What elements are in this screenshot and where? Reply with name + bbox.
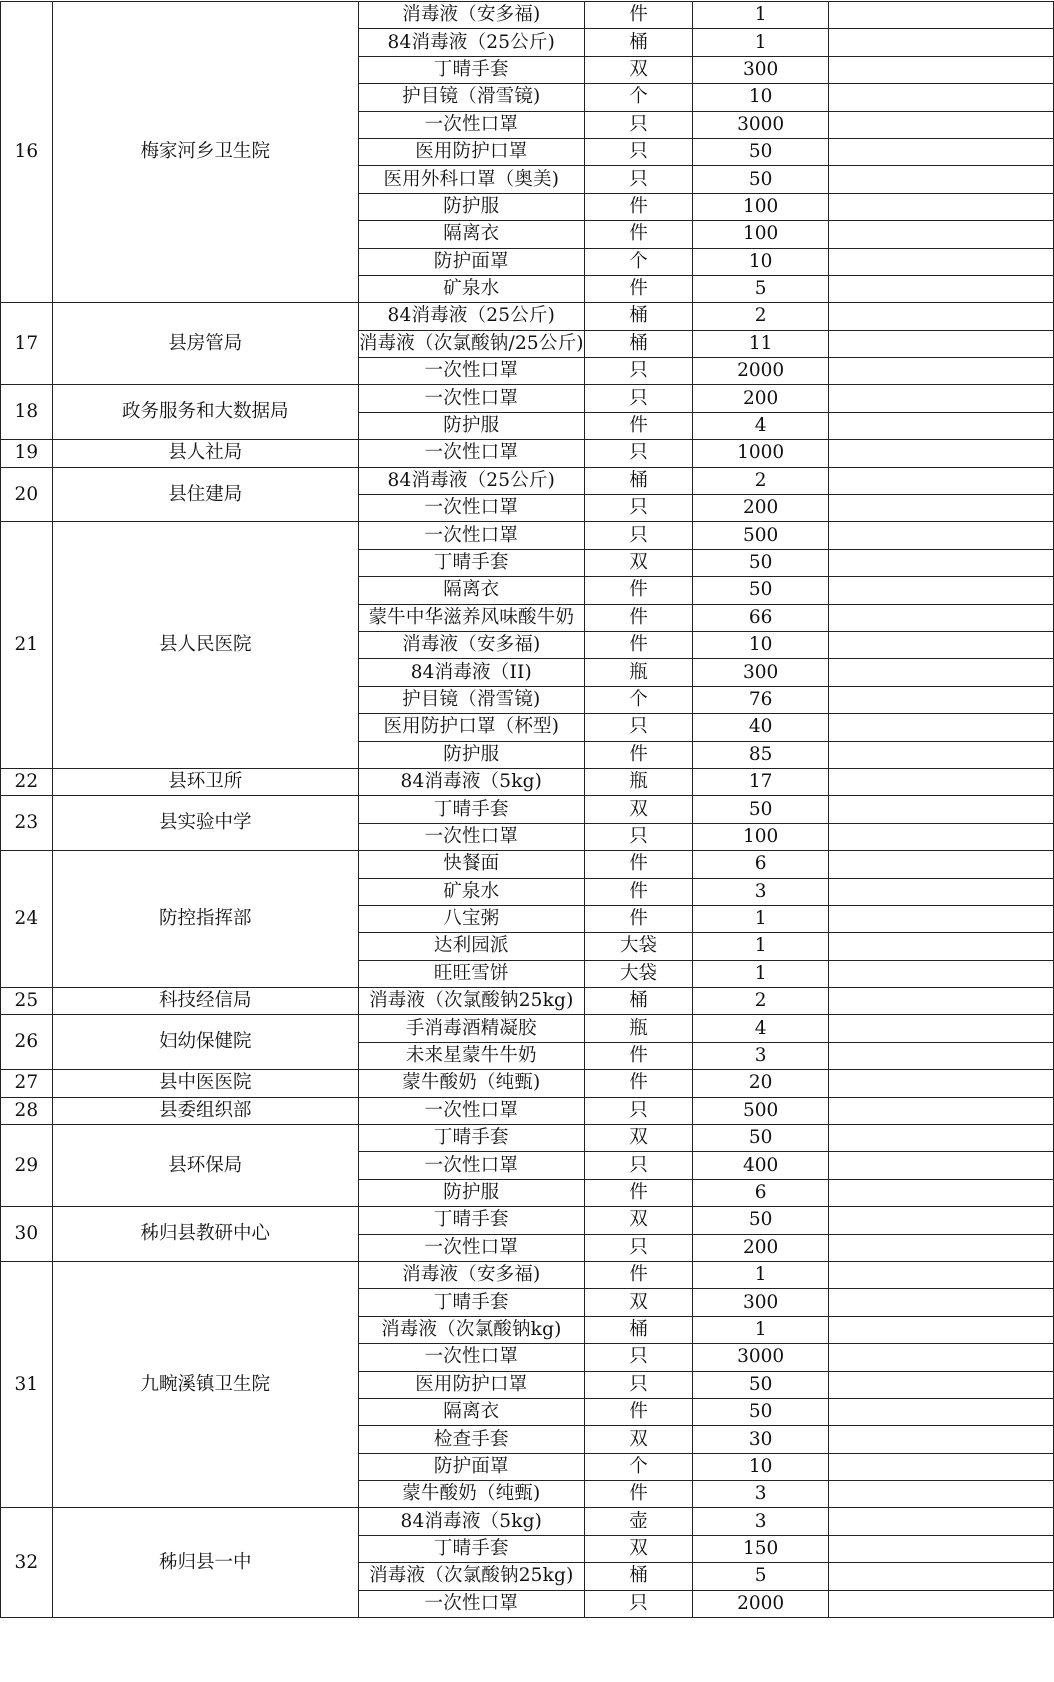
item-quantity: 1 bbox=[693, 2, 829, 29]
item-name: 蒙牛酸奶（纯甄) bbox=[358, 1070, 584, 1097]
remark-cell bbox=[828, 1125, 1053, 1152]
item-unit: 只 bbox=[584, 714, 693, 741]
remark-cell bbox=[828, 796, 1053, 823]
recipient-unit: 科技经信局 bbox=[52, 988, 358, 1015]
item-name: 丁晴手套 bbox=[358, 549, 584, 576]
table-row bbox=[1, 1015, 1054, 1042]
row-number: 23 bbox=[1, 796, 53, 851]
item-name: 一次性口罩 bbox=[358, 495, 584, 522]
table-row bbox=[1, 440, 1054, 467]
item-quantity: 50 bbox=[693, 549, 829, 576]
item-quantity: 20 bbox=[693, 1070, 829, 1097]
item-unit: 只 bbox=[584, 823, 693, 850]
item-unit: 件 bbox=[584, 878, 693, 905]
remark-cell bbox=[828, 1535, 1053, 1562]
item-quantity: 11 bbox=[693, 330, 829, 357]
row-number: 16 bbox=[1, 2, 53, 303]
item-name: 消毒液（安多福) bbox=[358, 631, 584, 658]
item-unit: 双 bbox=[584, 1125, 693, 1152]
item-name: 防护服 bbox=[358, 412, 584, 439]
item-quantity: 300 bbox=[693, 56, 829, 83]
remark-cell bbox=[828, 577, 1053, 604]
item-name: 医用防护口罩 bbox=[358, 138, 584, 165]
row-number: 28 bbox=[1, 1097, 53, 1124]
remark-cell bbox=[828, 29, 1053, 56]
item-unit: 件 bbox=[584, 1179, 693, 1206]
remark-cell bbox=[828, 988, 1053, 1015]
remark-cell bbox=[828, 768, 1053, 795]
item-unit: 桶 bbox=[584, 1316, 693, 1343]
item-quantity: 400 bbox=[693, 1152, 829, 1179]
item-quantity: 10 bbox=[693, 1453, 829, 1480]
remark-cell bbox=[828, 412, 1053, 439]
remark-cell bbox=[828, 2, 1053, 29]
item-name: 防护面罩 bbox=[358, 1453, 584, 1480]
item-name: 达利园派 bbox=[358, 933, 584, 960]
item-name: 丁晴手套 bbox=[358, 1289, 584, 1316]
item-unit: 只 bbox=[584, 385, 693, 412]
item-unit: 双 bbox=[584, 796, 693, 823]
item-quantity: 76 bbox=[693, 686, 829, 713]
item-name: 84消毒液（25公斤) bbox=[358, 303, 584, 330]
item-quantity: 1 bbox=[693, 933, 829, 960]
remark-cell bbox=[828, 1152, 1053, 1179]
item-unit: 桶 bbox=[584, 330, 693, 357]
item-quantity: 300 bbox=[693, 1289, 829, 1316]
item-name: 84消毒液（25公斤) bbox=[358, 29, 584, 56]
remark-cell bbox=[828, 631, 1053, 658]
item-unit: 只 bbox=[584, 1590, 693, 1617]
remark-cell bbox=[828, 1563, 1053, 1590]
remark-cell bbox=[828, 1234, 1053, 1261]
donation-table bbox=[0, 1, 1054, 1618]
item-unit: 桶 bbox=[584, 467, 693, 494]
remark-cell bbox=[828, 84, 1053, 111]
item-name: 84消毒液（II) bbox=[358, 659, 584, 686]
item-quantity: 2000 bbox=[693, 1590, 829, 1617]
item-unit: 瓶 bbox=[584, 1015, 693, 1042]
item-name: 一次性口罩 bbox=[358, 440, 584, 467]
row-number: 32 bbox=[1, 1508, 53, 1618]
table-row bbox=[1, 1070, 1054, 1097]
remark-cell bbox=[828, 193, 1053, 220]
item-name: 84消毒液（25公斤) bbox=[358, 467, 584, 494]
recipient-unit: 县实验中学 bbox=[52, 796, 358, 851]
item-name: 一次性口罩 bbox=[358, 522, 584, 549]
item-quantity: 3000 bbox=[693, 111, 829, 138]
remark-cell bbox=[828, 1316, 1053, 1343]
item-unit: 瓶 bbox=[584, 659, 693, 686]
remark-cell bbox=[828, 1015, 1053, 1042]
item-name: 防护面罩 bbox=[358, 248, 584, 275]
item-quantity: 50 bbox=[693, 577, 829, 604]
item-name: 八宝粥 bbox=[358, 905, 584, 932]
item-unit: 桶 bbox=[584, 303, 693, 330]
item-quantity: 3 bbox=[693, 878, 829, 905]
item-name: 隔离衣 bbox=[358, 1398, 584, 1425]
remark-cell bbox=[828, 960, 1053, 987]
item-name: 检查手套 bbox=[358, 1426, 584, 1453]
remark-cell bbox=[828, 467, 1053, 494]
item-unit: 件 bbox=[584, 193, 693, 220]
item-unit: 个 bbox=[584, 84, 693, 111]
remark-cell bbox=[828, 1344, 1053, 1371]
table-row bbox=[1, 768, 1054, 795]
item-quantity: 10 bbox=[693, 84, 829, 111]
remark-cell bbox=[828, 933, 1053, 960]
table-row bbox=[1, 1207, 1054, 1234]
item-quantity: 3 bbox=[693, 1481, 829, 1508]
recipient-unit: 县环保局 bbox=[52, 1125, 358, 1207]
item-quantity: 1 bbox=[693, 1261, 829, 1288]
item-quantity: 4 bbox=[693, 1015, 829, 1042]
item-quantity: 4 bbox=[693, 412, 829, 439]
recipient-unit: 梅家河乡卫生院 bbox=[52, 2, 358, 303]
table-row bbox=[1, 1097, 1054, 1124]
item-quantity: 50 bbox=[693, 138, 829, 165]
item-quantity: 5 bbox=[693, 275, 829, 302]
remark-cell bbox=[828, 166, 1053, 193]
item-unit: 件 bbox=[584, 221, 693, 248]
remark-cell bbox=[828, 1070, 1053, 1097]
row-number: 26 bbox=[1, 1015, 53, 1070]
item-quantity: 30 bbox=[693, 1426, 829, 1453]
row-number: 17 bbox=[1, 303, 53, 385]
remark-cell bbox=[828, 358, 1053, 385]
remark-cell bbox=[828, 549, 1053, 576]
item-name: 旺旺雪饼 bbox=[358, 960, 584, 987]
item-quantity: 1 bbox=[693, 905, 829, 932]
item-unit: 桶 bbox=[584, 1563, 693, 1590]
remark-cell bbox=[828, 111, 1053, 138]
item-unit: 大袋 bbox=[584, 960, 693, 987]
table-row bbox=[1, 385, 1054, 412]
row-number: 20 bbox=[1, 467, 53, 522]
item-quantity: 66 bbox=[693, 604, 829, 631]
item-unit: 桶 bbox=[584, 29, 693, 56]
item-unit: 个 bbox=[584, 1453, 693, 1480]
item-unit: 只 bbox=[584, 1371, 693, 1398]
item-unit: 只 bbox=[584, 111, 693, 138]
item-name: 矿泉水 bbox=[358, 275, 584, 302]
item-quantity: 3 bbox=[693, 1042, 829, 1069]
item-unit: 只 bbox=[584, 495, 693, 522]
item-name: 丁晴手套 bbox=[358, 1207, 584, 1234]
item-quantity: 200 bbox=[693, 385, 829, 412]
item-unit: 双 bbox=[584, 1535, 693, 1562]
item-name: 隔离衣 bbox=[358, 577, 584, 604]
item-quantity: 100 bbox=[693, 193, 829, 220]
recipient-unit: 县环卫所 bbox=[52, 768, 358, 795]
item-name: 医用防护口罩 bbox=[358, 1371, 584, 1398]
row-number: 24 bbox=[1, 851, 53, 988]
item-name: 一次性口罩 bbox=[358, 385, 584, 412]
recipient-unit: 县人社局 bbox=[52, 440, 358, 467]
table-row bbox=[1, 303, 1054, 330]
remark-cell bbox=[828, 1261, 1053, 1288]
item-unit: 件 bbox=[584, 741, 693, 768]
item-unit: 件 bbox=[584, 631, 693, 658]
item-name: 快餐面 bbox=[358, 851, 584, 878]
remark-cell bbox=[828, 1042, 1053, 1069]
item-unit: 双 bbox=[584, 56, 693, 83]
item-quantity: 50 bbox=[693, 1371, 829, 1398]
table-row bbox=[1, 1508, 1054, 1535]
table-row bbox=[1, 1261, 1054, 1288]
item-quantity: 1000 bbox=[693, 440, 829, 467]
item-name: 蒙牛酸奶（纯甄) bbox=[358, 1481, 584, 1508]
item-name: 消毒液（次氯酸钠25kg) bbox=[358, 988, 584, 1015]
item-name: 84消毒液（5kg) bbox=[358, 1508, 584, 1535]
table-body bbox=[1, 2, 1054, 1618]
item-quantity: 5 bbox=[693, 1563, 829, 1590]
item-name: 丁晴手套 bbox=[358, 56, 584, 83]
item-name: 消毒液（次氯酸钠kg) bbox=[358, 1316, 584, 1343]
recipient-unit: 县人民医院 bbox=[52, 522, 358, 769]
item-name: 医用外科口罩（奥美) bbox=[358, 166, 584, 193]
recipient-unit: 县住建局 bbox=[52, 467, 358, 522]
item-name: 一次性口罩 bbox=[358, 1590, 584, 1617]
row-number: 29 bbox=[1, 1125, 53, 1207]
item-name: 未来星蒙牛牛奶 bbox=[358, 1042, 584, 1069]
recipient-unit: 九畹溪镇卫生院 bbox=[52, 1261, 358, 1508]
item-unit: 双 bbox=[584, 1426, 693, 1453]
item-name: 一次性口罩 bbox=[358, 1152, 584, 1179]
item-quantity: 2 bbox=[693, 467, 829, 494]
item-name: 84消毒液（5kg) bbox=[358, 768, 584, 795]
remark-cell bbox=[828, 248, 1053, 275]
recipient-unit: 秭归县教研中心 bbox=[52, 1207, 358, 1262]
item-quantity: 1 bbox=[693, 29, 829, 56]
item-name: 一次性口罩 bbox=[358, 1097, 584, 1124]
item-unit: 只 bbox=[584, 440, 693, 467]
item-unit: 瓶 bbox=[584, 768, 693, 795]
item-name: 护目镜（滑雪镜) bbox=[358, 84, 584, 111]
row-number: 30 bbox=[1, 1207, 53, 1262]
item-name: 消毒液（安多福) bbox=[358, 1261, 584, 1288]
item-unit: 只 bbox=[584, 1097, 693, 1124]
table-row bbox=[1, 796, 1054, 823]
item-unit: 双 bbox=[584, 1289, 693, 1316]
item-unit: 大袋 bbox=[584, 933, 693, 960]
remark-cell bbox=[828, 1508, 1053, 1535]
recipient-unit: 妇幼保健院 bbox=[52, 1015, 358, 1070]
item-name: 丁晴手套 bbox=[358, 1125, 584, 1152]
item-unit: 个 bbox=[584, 686, 693, 713]
item-quantity: 2 bbox=[693, 303, 829, 330]
item-unit: 件 bbox=[584, 275, 693, 302]
remark-cell bbox=[828, 138, 1053, 165]
remark-cell bbox=[828, 714, 1053, 741]
item-quantity: 50 bbox=[693, 796, 829, 823]
item-unit: 件 bbox=[584, 1481, 693, 1508]
item-name: 防护服 bbox=[358, 741, 584, 768]
item-unit: 件 bbox=[584, 905, 693, 932]
item-quantity: 3 bbox=[693, 1508, 829, 1535]
remark-cell bbox=[828, 741, 1053, 768]
item-unit: 件 bbox=[584, 1042, 693, 1069]
table-row bbox=[1, 2, 1054, 29]
item-quantity: 17 bbox=[693, 768, 829, 795]
remark-cell bbox=[828, 1289, 1053, 1316]
table-row bbox=[1, 988, 1054, 1015]
item-unit: 只 bbox=[584, 358, 693, 385]
remark-cell bbox=[828, 1097, 1053, 1124]
item-unit: 只 bbox=[584, 1152, 693, 1179]
row-number: 18 bbox=[1, 385, 53, 440]
remark-cell bbox=[828, 303, 1053, 330]
item-unit: 件 bbox=[584, 2, 693, 29]
item-unit: 双 bbox=[584, 549, 693, 576]
remark-cell bbox=[828, 275, 1053, 302]
item-quantity: 200 bbox=[693, 1234, 829, 1261]
item-quantity: 100 bbox=[693, 823, 829, 850]
item-quantity: 10 bbox=[693, 248, 829, 275]
item-unit: 双 bbox=[584, 1207, 693, 1234]
remark-cell bbox=[828, 878, 1053, 905]
item-quantity: 6 bbox=[693, 1179, 829, 1206]
row-number: 22 bbox=[1, 768, 53, 795]
item-quantity: 85 bbox=[693, 741, 829, 768]
table-row bbox=[1, 522, 1054, 549]
remark-cell bbox=[828, 1207, 1053, 1234]
item-unit: 只 bbox=[584, 138, 693, 165]
item-unit: 桶 bbox=[584, 988, 693, 1015]
item-quantity: 2 bbox=[693, 988, 829, 1015]
remark-cell bbox=[828, 1371, 1053, 1398]
recipient-unit: 县中医医院 bbox=[52, 1070, 358, 1097]
item-unit: 件 bbox=[584, 851, 693, 878]
item-quantity: 3000 bbox=[693, 1344, 829, 1371]
item-name: 隔离衣 bbox=[358, 221, 584, 248]
remark-cell bbox=[828, 823, 1053, 850]
item-name: 消毒液（次氯酸钠/25公斤) bbox=[358, 330, 584, 357]
item-name: 丁晴手套 bbox=[358, 1535, 584, 1562]
remark-cell bbox=[828, 659, 1053, 686]
item-quantity: 40 bbox=[693, 714, 829, 741]
item-unit: 只 bbox=[584, 522, 693, 549]
table-row bbox=[1, 1125, 1054, 1152]
item-unit: 只 bbox=[584, 1234, 693, 1261]
recipient-unit: 县委组织部 bbox=[52, 1097, 358, 1124]
item-quantity: 200 bbox=[693, 495, 829, 522]
item-quantity: 1 bbox=[693, 960, 829, 987]
item-name: 防护服 bbox=[358, 193, 584, 220]
item-name: 一次性口罩 bbox=[358, 358, 584, 385]
item-quantity: 1 bbox=[693, 1316, 829, 1343]
remark-cell bbox=[828, 522, 1053, 549]
item-quantity: 50 bbox=[693, 1398, 829, 1425]
remark-cell bbox=[828, 905, 1053, 932]
recipient-unit: 防控指挥部 bbox=[52, 851, 358, 988]
item-quantity: 2000 bbox=[693, 358, 829, 385]
table-row bbox=[1, 851, 1054, 878]
item-name: 消毒液（安多福) bbox=[358, 2, 584, 29]
item-unit: 件 bbox=[584, 412, 693, 439]
remark-cell bbox=[828, 56, 1053, 83]
remark-cell bbox=[828, 385, 1053, 412]
row-number: 19 bbox=[1, 440, 53, 467]
remark-cell bbox=[828, 1590, 1053, 1617]
item-quantity: 150 bbox=[693, 1535, 829, 1562]
item-unit: 只 bbox=[584, 166, 693, 193]
item-quantity: 50 bbox=[693, 1125, 829, 1152]
item-name: 一次性口罩 bbox=[358, 111, 584, 138]
item-quantity: 100 bbox=[693, 221, 829, 248]
remark-cell bbox=[828, 686, 1053, 713]
remark-cell bbox=[828, 851, 1053, 878]
remark-cell bbox=[828, 330, 1053, 357]
recipient-unit: 县房管局 bbox=[52, 303, 358, 385]
item-name: 矿泉水 bbox=[358, 878, 584, 905]
item-unit: 只 bbox=[584, 1344, 693, 1371]
item-unit: 个 bbox=[584, 248, 693, 275]
item-unit: 件 bbox=[584, 1070, 693, 1097]
item-quantity: 500 bbox=[693, 1097, 829, 1124]
item-name: 丁晴手套 bbox=[358, 796, 584, 823]
item-name: 手消毒酒精凝胶 bbox=[358, 1015, 584, 1042]
recipient-unit: 秭归县一中 bbox=[52, 1508, 358, 1618]
item-quantity: 300 bbox=[693, 659, 829, 686]
row-number: 27 bbox=[1, 1070, 53, 1097]
item-name: 护目镜（滑雪镜) bbox=[358, 686, 584, 713]
item-quantity: 50 bbox=[693, 166, 829, 193]
item-unit: 壶 bbox=[584, 1508, 693, 1535]
item-name: 一次性口罩 bbox=[358, 1344, 584, 1371]
recipient-unit: 政务服务和大数据局 bbox=[52, 385, 358, 440]
remark-cell bbox=[828, 440, 1053, 467]
item-unit: 件 bbox=[584, 1398, 693, 1425]
item-name: 消毒液（次氯酸钠25kg) bbox=[358, 1563, 584, 1590]
remark-cell bbox=[828, 1481, 1053, 1508]
remark-cell bbox=[828, 495, 1053, 522]
table-row bbox=[1, 467, 1054, 494]
row-number: 25 bbox=[1, 988, 53, 1015]
remark-cell bbox=[828, 604, 1053, 631]
item-unit: 件 bbox=[584, 577, 693, 604]
item-name: 蒙牛中华滋养风味酸牛奶 bbox=[358, 604, 584, 631]
item-name: 防护服 bbox=[358, 1179, 584, 1206]
row-number: 21 bbox=[1, 522, 53, 769]
remark-cell bbox=[828, 1426, 1053, 1453]
item-quantity: 50 bbox=[693, 1207, 829, 1234]
item-quantity: 500 bbox=[693, 522, 829, 549]
item-quantity: 10 bbox=[693, 631, 829, 658]
remark-cell bbox=[828, 1179, 1053, 1206]
item-unit: 件 bbox=[584, 1261, 693, 1288]
remark-cell bbox=[828, 221, 1053, 248]
item-name: 一次性口罩 bbox=[358, 1234, 584, 1261]
row-number: 31 bbox=[1, 1261, 53, 1508]
remark-cell bbox=[828, 1453, 1053, 1480]
item-name: 一次性口罩 bbox=[358, 823, 584, 850]
item-name: 医用防护口罩（杯型) bbox=[358, 714, 584, 741]
item-unit: 件 bbox=[584, 604, 693, 631]
remark-cell bbox=[828, 1398, 1053, 1425]
item-quantity: 6 bbox=[693, 851, 829, 878]
